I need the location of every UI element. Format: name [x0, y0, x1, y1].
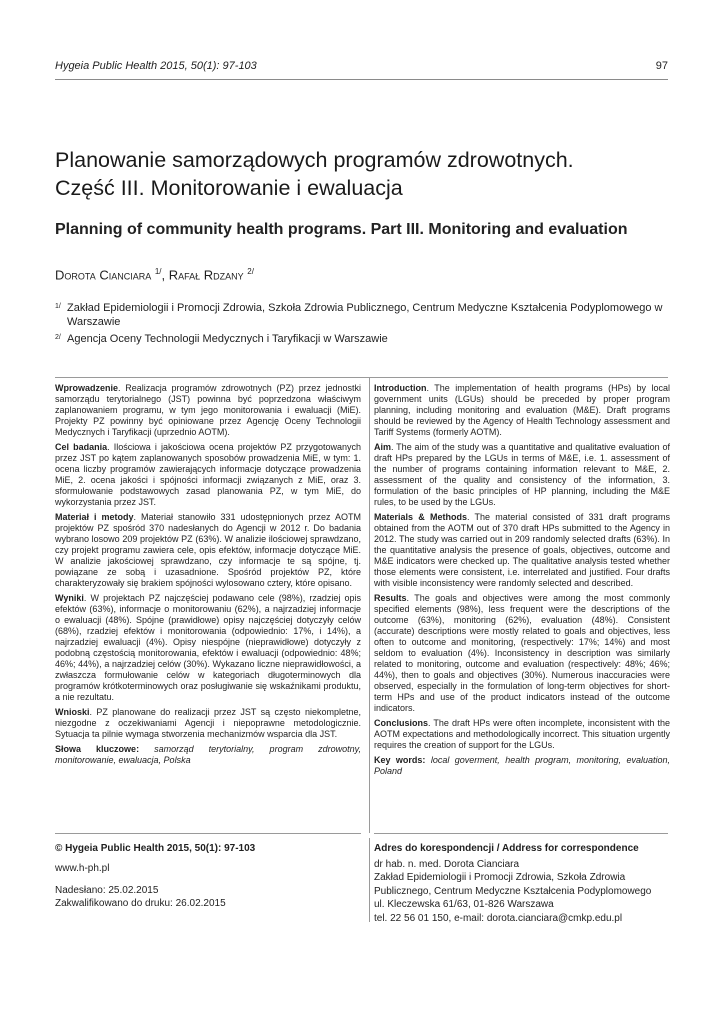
- correspondence-institution-1: Zakład Epidemiologii i Promocji Zdrowia, Szkoła Zdrowia: [374, 872, 626, 883]
- affiliation-1-marker: 1/: [55, 303, 61, 310]
- abstract-pl-aim: [55, 442, 361, 508]
- running-header: [55, 60, 668, 76]
- correspondence-contact[interactable]: tel. 22 56 01 150, e-mail: dorota.cianciara@cmkp.edu.pl: [374, 912, 623, 924]
- correspondence-heading: Adres do korespondencji / Address for correspondence: [374, 843, 639, 854]
- abstract-polish: [55, 383, 361, 770]
- abstract-pl-methods-label: Materiał i metody: [55, 512, 134, 522]
- author-2: Rafał Rdzany: [168, 267, 244, 283]
- abstract-pl-results-label: Wyniki: [55, 593, 84, 603]
- abstract-pl-conclusions: [55, 707, 361, 740]
- abstract-pl-introduction-label: Wprowadzenie: [55, 383, 119, 393]
- page-number: 97: [655, 60, 668, 72]
- affiliation-2-marker: 2/: [55, 334, 61, 341]
- abstract-en-introduction-text: . The implementation of health programs (HPs) by local government units (LGUs) should be preceded by proper program planning, including monitoring and evaluation (M&E). Draft programs should be reviewed by the Agency of Health Technology assessment and Tariff Systems (formerly AOTM).: [374, 383, 670, 437]
- author-1: Dorota Cianciara: [55, 267, 152, 283]
- abstract-pl-introduction: [55, 383, 361, 438]
- footer-column-divider: [369, 838, 370, 922]
- abstract-en-introduction: [374, 383, 670, 438]
- abstract-column-divider: [369, 377, 370, 833]
- abstract-en-aim-text: . The aim of the study was a quantitative and qualitative evaluation of draft HPs prepared by the LGUs in terms of M&E, i.e. 1. assessment of the number of programs containing information relevant to M&E, 2. assessment of the quality and consistency of the information, 3. formulation of the basic principles of HP planning, including the M&E rules, to be used by the LGUs.: [374, 442, 670, 507]
- title-english: Planning of community health programs. Part III. Monitoring and evaluation: [55, 221, 628, 238]
- affiliation-2: [55, 332, 684, 346]
- abstract-en-aim: [374, 442, 670, 508]
- abstract-left-bottom-divider: [55, 833, 361, 834]
- abstract-pl-keywords-label: Słowa kluczowe:: [55, 744, 140, 754]
- correspondence-street: ul. Kleczewska 61/63, 01-826 Warszawa: [374, 899, 554, 910]
- abstract-pl-keywords-text: samorząd terytorialny, program zdrowotny, monitorowanie, ewaluacja, Polska: [55, 744, 361, 765]
- abstract-right-bottom-divider: [374, 833, 668, 834]
- abstract-en-results-label: Results: [374, 593, 407, 603]
- abstract-pl-results-text: . W projektach PZ najczęściej podawano cele (98%), rzadziej opis efektów (63%), informacje o monitorowaniu (62%), a najrzadziej informacje o ewaluacji (48%). Spójne (prawidłowe) opisy najczęściej dotyczyły celów (68%), rzadziej efektów i monitorowania (odpowiednio: 17%, i 14%), a najrzadziej ewaluacji (4%). Opisy niespójne (nieprawidłowe) dotyczyły z podobną częstością monitorowania, efektów i ewaluacji (odpowiednio: 48%; 46%; 44%), a najrzadziej celów (30%). Wykazano liczne nieprawidłowości, a zwłaszcza formułowanie celów w kategoriach długoterminowych dla programów krótkoterminowych oraz posługiwanie się wskaźnikami produktu, a nie rezultatu.: [55, 593, 361, 702]
- abstract-en-conclusions-text: . The draft HPs were often incomplete, inconsistent with the AOTM expectations and methodologically incorrect. This situation urgently requires the creation of support for the LGUs.: [374, 718, 670, 750]
- journal-citation: Hygeia Public Health 2015, 50(1): 97-103: [55, 60, 257, 72]
- accepted-date: Zakwalifikowano do druku: 26.02.2015: [55, 898, 226, 909]
- title-polish-line1: Planowanie samorządowych programów zdrowotnych.: [55, 148, 574, 172]
- abstract-pl-introduction-text: . Realizacja programów zdrowotnych (PZ) przez jednostki samorządu terytorialnego (JST) powinna być poprzedzona właściwym zaplanowaniem programu, w tym jego monitorowania i ewaluacji (MiE). Projekty PZ powinny być opiniowane przez Agencję Oceny Technologii Medycznych i Taryfikacji (uprzednio AOTM).: [55, 383, 361, 437]
- abstract-en-aim-label: Aim: [374, 442, 392, 452]
- abstract-pl-aim-label: Cel badania: [55, 442, 108, 452]
- website-link[interactable]: www.h-ph.pl: [55, 863, 110, 874]
- author-1-affiliation: 1/: [154, 267, 162, 276]
- abstract-en-keywords: [374, 755, 670, 777]
- author-separator: ,: [161, 267, 169, 283]
- abstract-en-results: [374, 593, 670, 714]
- title-polish-line2: Część III. Monitorowanie i ewaluacja: [55, 176, 403, 200]
- title-polish: [55, 146, 674, 202]
- abstract-top-divider: [55, 377, 668, 378]
- abstract-en-introduction-label: Introduction: [374, 383, 427, 393]
- copyright-line: © Hygeia Public Health 2015, 50(1): 97-103: [55, 843, 256, 854]
- abstract-en-methods-text: . The material consisted of 331 draft programs obtained from the AOTM out of 370 draft HPs submitted to the Agency in 2012. The study was carried out in 209 randomly selected drafts (63%). In the quantitative analysis the presence of goals, objectives, outcome and M&E indicators were checked up. The qualitative analysis tested whether those elements were consistent, i.e. interrelated and justified. Four drafts with visible inconsistency were randomly selected and described.: [374, 512, 670, 588]
- correspondence-institution-2: Publicznego, Centrum Medyczne Kształcenia Podyplomowego: [374, 885, 652, 897]
- abstract-pl-conclusions-text: . PZ planowane do realizacji przez JST są często niekompletne, niezgodne z oczekiwaniami Agencji i niepoprawne metodologicznie. Sytuacja ta pilnie wymaga stworzenia mechanizmów wsparcia dla JST.: [55, 707, 361, 739]
- abstract-pl-aim-text: . Ilościowa i jakościowa ocena projektów PZ przygotowanych przez JST po kątem zaplanowanych sposobów prowadzenia MiE, w tym: 1. ocena liczby programów zawierających informacje dotyczące prowadzenia MiE, 2. ocena jakości i spójności informacji związanych z MiE, oraz 3. sformułowanie podstawowych zasad planowania PZ, w tym MiE, do wykorzystania przez JST.: [55, 442, 361, 507]
- abstract-english: [374, 383, 670, 781]
- correspondence-address: [374, 842, 674, 925]
- abstract-en-methods-label: Materials & Methods: [374, 512, 467, 522]
- abstract-en-conclusions: [374, 718, 670, 751]
- affiliation-2-text: Agencja Oceny Technologii Medycznych i Taryfikacji w Warszawie: [67, 333, 388, 345]
- abstract-en-methods: [374, 512, 670, 589]
- abstract-pl-methods-text: . Materiał stanowiło 331 udostępnionych przez AOTM projektów PZ spośród 370 nadesłanych do Agencji w 2012 r. Do badania wybrano losowo 209 projektów PZ (63%). W analizie ilościowej sprawdzano, czy projekt programu zawiera cele, opis efektów, informacje dotyczące MiE. W analizie jakościowej sprawdzano, czy informacje te są spójne, tj. powiązane ze sobą i uzasadnione. Spośród projektów PZ, które charakteryzowały się brakiem spójności wylosowano cztery, które opisano.: [55, 512, 362, 588]
- abstract-en-conclusions-label: Conclusions: [374, 718, 429, 728]
- abstract-en-keywords-label: Key words:: [374, 755, 426, 765]
- author-2-affiliation: 2/: [247, 267, 254, 276]
- header-divider: [55, 79, 668, 80]
- correspondence-name: dr hab. n. med. Dorota Cianciara: [374, 858, 520, 870]
- abstract-pl-conclusions-label: Wnioski: [55, 707, 90, 717]
- affiliation-1-text: Zakład Epidemiologii i Promocji Zdrowia, Szkoła Zdrowia Publicznego, Centrum Medyczne Kształcenia Podyplomowego w Warszawie: [67, 302, 663, 328]
- authors: [55, 267, 674, 282]
- abstract-pl-keywords: [55, 744, 361, 766]
- abstract-pl-methods: [55, 512, 361, 589]
- affiliation-1: [55, 301, 684, 329]
- abstract-pl-results: [55, 593, 361, 703]
- abstract-en-results-text: . The goals and objectives were among the most commonly specified elements (98%), less frequent were the descriptions of the outcome (63%), monitoring (62%), evaluation (48%). Consistent (accurate) descriptions were mostly related to goals and objectives, less often to outcome and monitoring, (respectively: 17%; 14%) and most seldom to evaluation (4%). Inconsistency in description was similarly related to monitoring, outcome and evaluation (respectively: 48%; 46%; 44%), then to goals and objectives (30%). Numerous inaccuracies were observed, especially in the formulation of long-term objectives for short-term HPs and use of the product indicators instead of the outcome indicators.: [374, 593, 670, 713]
- received-date: Nadesłano: 25.02.2015: [55, 885, 159, 896]
- publication-info: [55, 842, 355, 910]
- abstract-en-keywords-text: local goverment, health program, monitoring, evaluation, Poland: [374, 755, 670, 776]
